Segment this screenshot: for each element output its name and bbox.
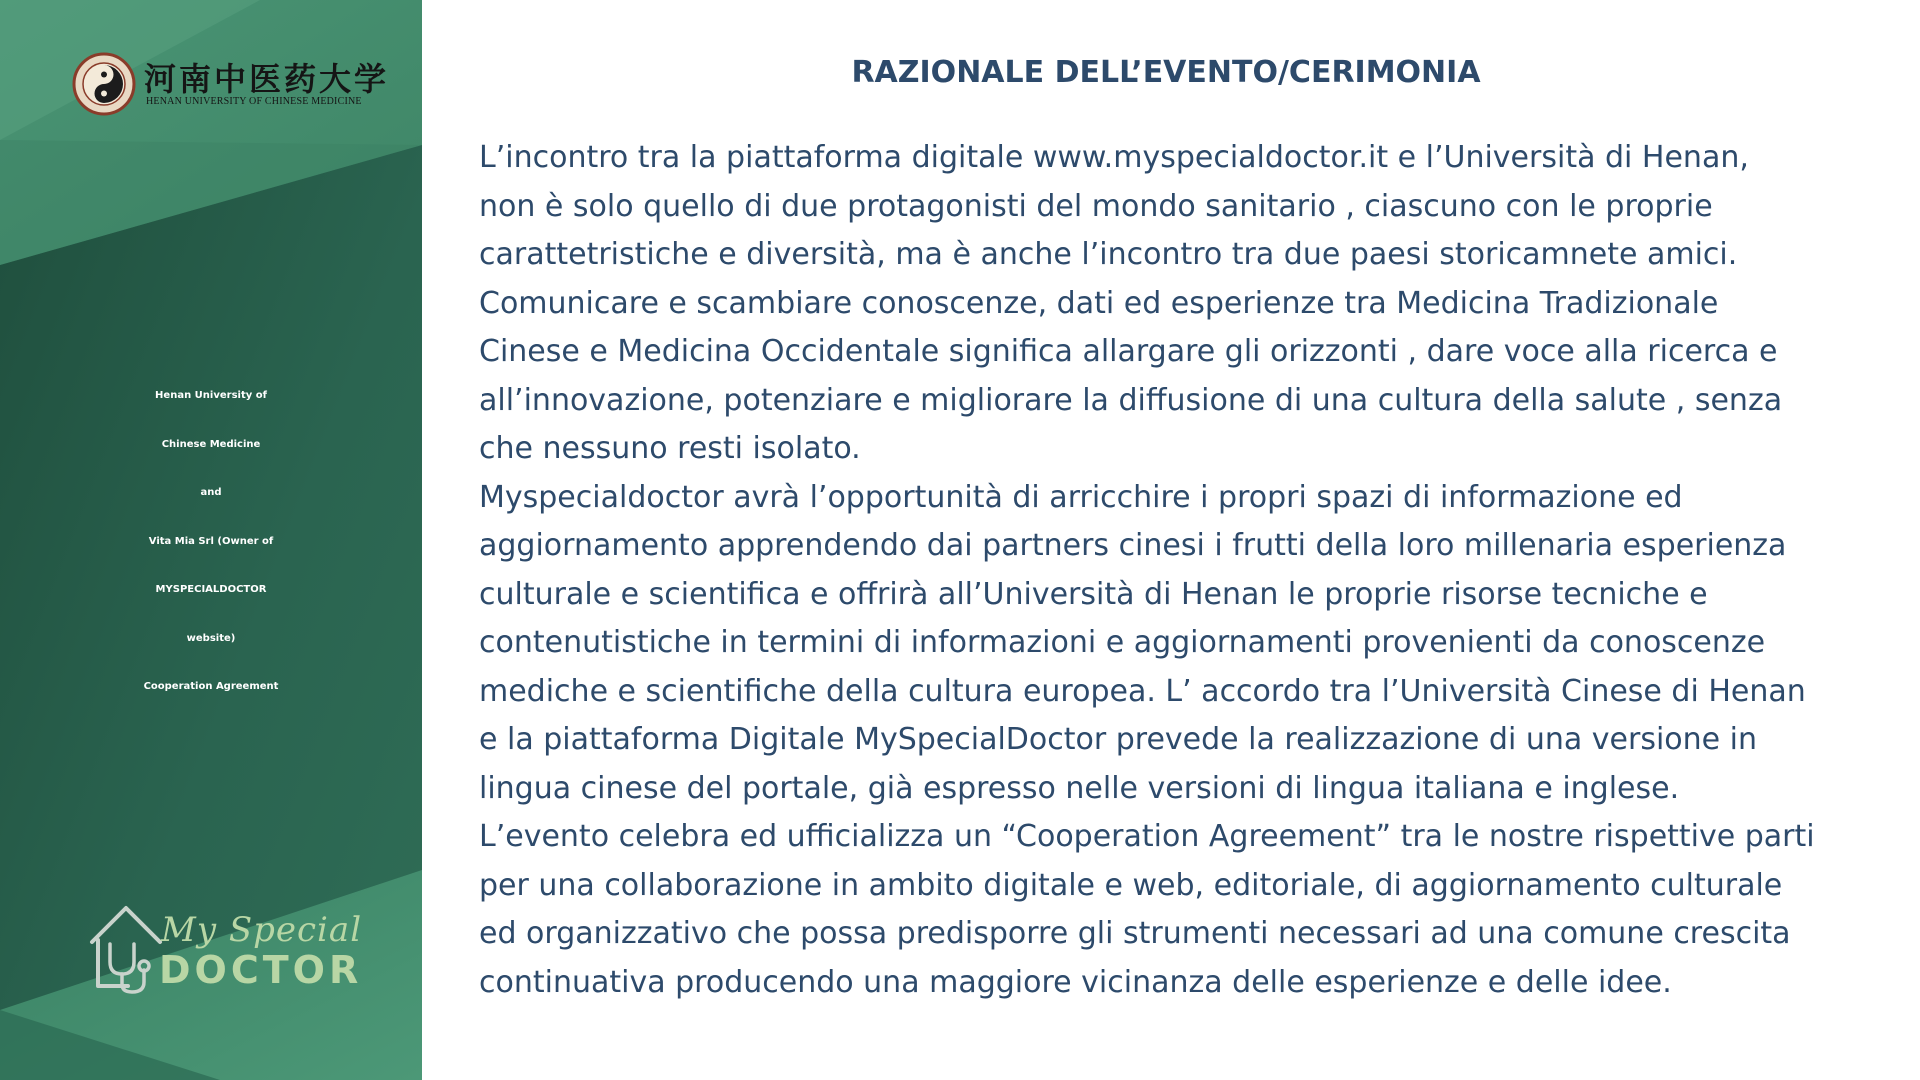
page-title: RAZIONALE DELL’EVENTO/CERIMONIA [851,55,1481,90]
text-line: continuativa producendo una maggiore vicinanza delle esperienze e delle idee. [479,964,1672,1000]
text-line: non è solo quello di due protagonisti del mondo sanitario , ciascuno con le proprie [479,188,1713,224]
agreement-title-line: website) [186,632,236,644]
university-logo [72,52,392,118]
agreement-title-line: Vita Mia Srl (Owner of [148,535,274,547]
agreement-title-line: Chinese Medicine [161,438,261,450]
house-stethoscope-icon [88,900,166,1000]
logo-text-my-special: My Special [161,910,363,950]
agreement-title [0,372,422,712]
university-seal-icon [72,52,136,116]
text-line: lingua cinese del portale, già espresso nelle versioni di lingua italiana e inglese. [479,770,1680,806]
event-rationale-text [479,134,1899,1007]
left-panel [0,0,422,1080]
text-line: Cinese e Medicina Occidentale significa allargare gli orizzonti , dare voce alla ricerca e [479,334,1778,369]
text-line: L’evento celebra ed ufficializza un “Cooperation Agreement” tra le nostre rispettive parti [479,819,1815,854]
agreement-title-line: Henan University of [155,390,267,401]
myspecialdoctor-logo [88,900,363,1000]
text-line: aggiornamento apprendendo dai partners cinesi i frutti della loro millenaria esperienza [479,528,1787,563]
university-name-chinese: 河南中医药大学 [144,60,390,98]
text-line: carattetristiche e diversità, ma è anche l’incontro tra due paesi storicamnete amici. [479,237,1738,272]
text-line: Myspecialdoctor avrà l’opportunità di arricchire i propri spazi di informazione ed [479,479,1683,515]
text-line: che nessuno resti isolato. [479,431,861,466]
agreement-title-line: Cooperation Agreement [143,681,279,692]
text-line: per una collaborazione in ambito digitale e web, editoriale, di aggiornamento culturale [479,867,1783,903]
text-line: ed organizzativo che possa predisporre gli strumenti necessari ad una comune crescita [479,916,1791,951]
agreement-title-line: MYSPECIALDOCTOR [155,584,267,595]
text-line: mediche e scientifiche della cultura europea. L’ accordo tra l’Università Cinese di Henan [479,673,1806,709]
text-line: Comunicare e scambiare conoscenze, dati ed esperienze tra Medicina Tradizionale [479,285,1719,321]
logo-text-doctor: DOCTOR [159,948,363,992]
text-line: L’incontro tra la piattaforma digitale www.myspecialdoctor.it e l’Università di Henan, [479,140,1749,175]
text-line: culturale e scientifica e offrirà all’Università di Henan le proprie risorse tecniche e [479,576,1708,612]
university-name-english: HENAN UNIVERSITY OF CHINESE MEDICINE [146,96,362,107]
text-line: all’innovazione, potenziare e migliorare la diffusione di una cultura della salute , senza [479,382,1783,418]
agreement-title-line: and [200,487,222,498]
text-line: contenutistiche in termini di informazioni e aggiornamenti provenienti da conoscenze [479,625,1766,660]
text-line: e la piattaforma Digitale MySpecialDoctor prevede la realizzazione di una versione in [479,722,1758,757]
